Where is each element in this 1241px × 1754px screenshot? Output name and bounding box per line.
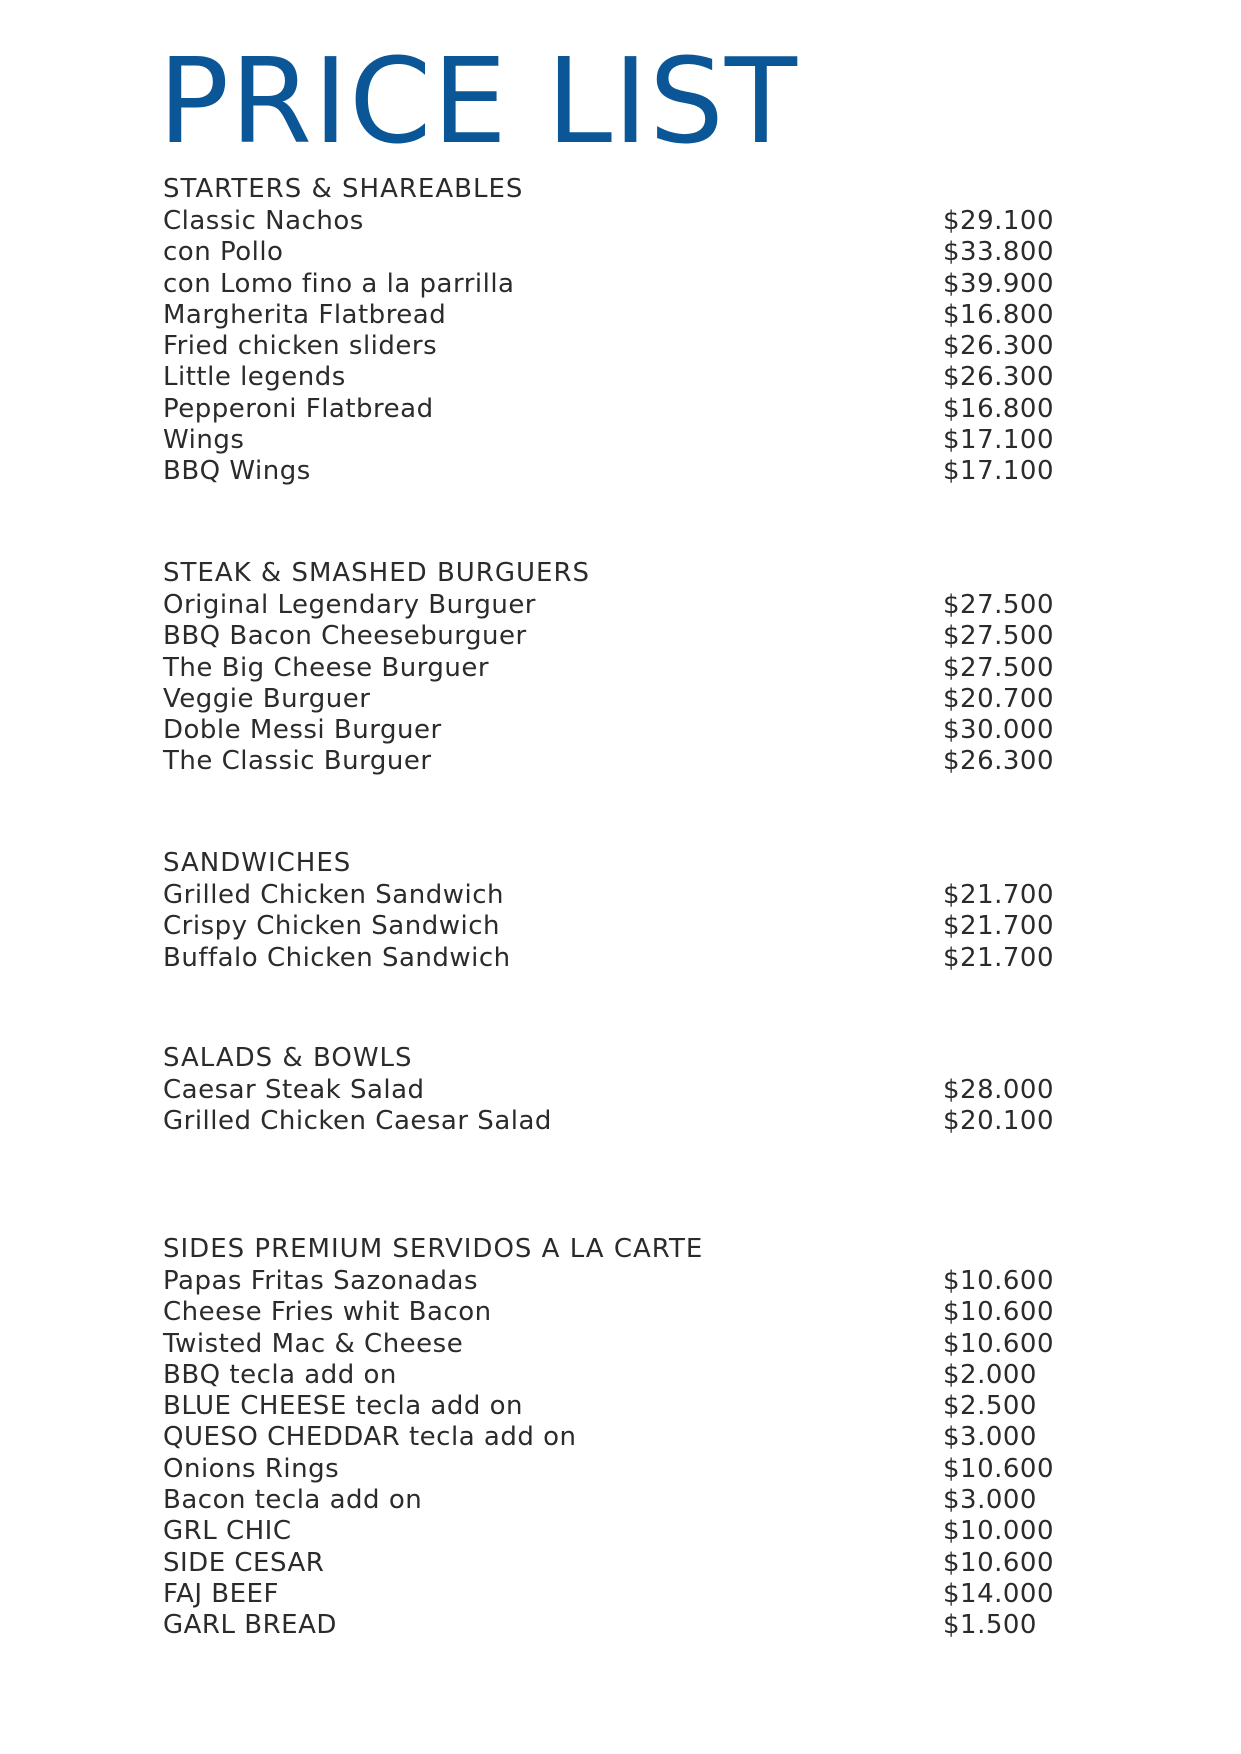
item-name: Fried chicken sliders [163,331,438,362]
item-list [163,1266,1053,1642]
menu-item [163,425,1053,456]
item-price: $28.000 [943,1075,1055,1105]
item-name: Crispy Chicken Sandwich [163,911,500,942]
item-price: $10.600 [943,1297,1055,1328]
item-name: BBQ Wings [163,456,311,487]
item-name: con Lomo fino a la parrilla [163,268,515,299]
item-name: BBQ tecla add on [163,1359,397,1390]
item-name: Buffalo Chicken Sandwich [163,942,511,973]
item-name: SIDE CESAR [163,1547,325,1578]
menu-item [163,1548,1053,1579]
item-name: Bacon tecla add on [163,1485,423,1516]
menu-item [163,880,1053,911]
menu-item [163,1579,1053,1610]
item-price: $2.500 [943,1391,1037,1422]
menu-item [163,684,1053,715]
menu-item [163,715,1053,746]
menu-section [163,172,1053,488]
item-list [163,1075,1053,1138]
item-price: $20.700 [943,683,1055,714]
menu-item [163,590,1053,621]
item-price: $26.300 [943,331,1055,362]
menu-section [163,1232,1053,1642]
item-name: BLUE CHEESE tecla add on [163,1391,524,1422]
item-name: Wings [163,425,245,456]
item-price: $17.100 [943,456,1055,487]
menu-item [163,362,1053,393]
page-title: PRICE LIST [158,32,798,170]
menu-item [163,621,1053,652]
item-price: $3.000 [943,1485,1037,1516]
item-name: Veggie Burguer [163,683,371,714]
menu-section [163,1041,1053,1138]
item-name: QUESO CHEDDAR tecla add on [163,1422,577,1453]
item-price: $39.900 [943,268,1055,299]
menu-item [163,237,1053,268]
section-heading: STARTERS & SHAREABLES [163,174,524,204]
item-name: Original Legendary Burguer [163,590,537,620]
menu-item [163,653,1053,684]
item-name: Caesar Steak Salad [163,1075,425,1105]
item-price: $10.600 [943,1328,1055,1359]
menu-item [163,746,1053,777]
menu-item [163,300,1053,331]
item-list [163,880,1053,974]
item-name: Margherita Flatbread [163,299,447,330]
item-price: $3.000 [943,1422,1037,1453]
item-name: Grilled Chicken Caesar Salad [163,1106,552,1137]
item-name: Onions Rings [163,1453,340,1484]
menu-item [163,1266,1053,1297]
menu-section [163,556,1053,778]
item-name: FAJ BEEF [163,1578,279,1609]
item-price: $26.300 [943,746,1055,777]
menu-item [163,206,1053,237]
section-heading: SIDES PREMIUM SERVIDOS A LA CARTE [163,1234,704,1264]
item-name: Pepperoni Flatbread [163,393,434,424]
section-heading: STEAK & SMASHED BURGUERS [163,558,591,588]
menu-item [163,331,1053,362]
menu-section [163,846,1053,974]
item-price: $21.700 [943,911,1055,942]
item-price: $27.500 [943,621,1055,652]
item-name: The Big Cheese Burguer [163,652,490,683]
menu-item [163,1106,1053,1137]
menu-item [163,1297,1053,1328]
menu-item [163,1516,1053,1547]
menu-item [163,911,1053,942]
menu-item [163,456,1053,487]
item-price: $21.700 [943,880,1055,910]
item-price: $2.000 [943,1359,1037,1390]
item-name: BBQ Bacon Cheeseburguer [163,621,527,652]
menu-item [163,1329,1053,1360]
menu-item [163,269,1053,300]
menu-item [163,1610,1053,1641]
item-price: $29.100 [943,206,1055,236]
item-name: con Pollo [163,237,284,268]
item-price: $16.800 [943,299,1055,330]
item-price: $1.500 [943,1610,1037,1641]
menu-item [163,1360,1053,1391]
item-price: $10.600 [943,1453,1055,1484]
menu-item [163,1454,1053,1485]
item-name: Little legends [163,362,346,393]
item-price: $33.800 [943,237,1055,268]
item-name: Twisted Mac & Cheese [163,1328,464,1359]
item-name: Doble Messi Burguer [163,715,442,746]
item-name: GRL CHIC [163,1516,292,1547]
item-price: $21.700 [943,942,1055,973]
menu-item [163,1075,1053,1106]
menu-item [163,943,1053,974]
item-name: The Classic Burguer [163,746,432,777]
section-heading: SALADS & BOWLS [163,1043,413,1073]
item-price: $16.800 [943,393,1055,424]
item-list [163,206,1053,488]
item-name: Cheese Fries whit Bacon [163,1297,492,1328]
item-list [163,590,1053,778]
item-price: $27.500 [943,652,1055,683]
item-price: $30.000 [943,715,1055,746]
menu-item [163,1485,1053,1516]
item-price: $10.600 [943,1547,1055,1578]
item-price: $10.000 [943,1516,1055,1547]
item-price: $10.600 [943,1266,1055,1296]
item-price: $17.100 [943,425,1055,456]
item-price: $26.300 [943,362,1055,393]
item-name: GARL BREAD [163,1610,337,1641]
item-price: $20.100 [943,1106,1055,1137]
menu-item [163,394,1053,425]
item-price: $14.000 [943,1578,1055,1609]
item-name: Grilled Chicken Sandwich [163,880,504,910]
menu-item [163,1422,1053,1453]
item-name: Papas Fritas Sazonadas [163,1266,478,1296]
item-price: $27.500 [943,590,1055,620]
item-name: Classic Nachos [163,206,364,236]
menu-item [163,1391,1053,1422]
section-heading: SANDWICHES [163,848,352,878]
